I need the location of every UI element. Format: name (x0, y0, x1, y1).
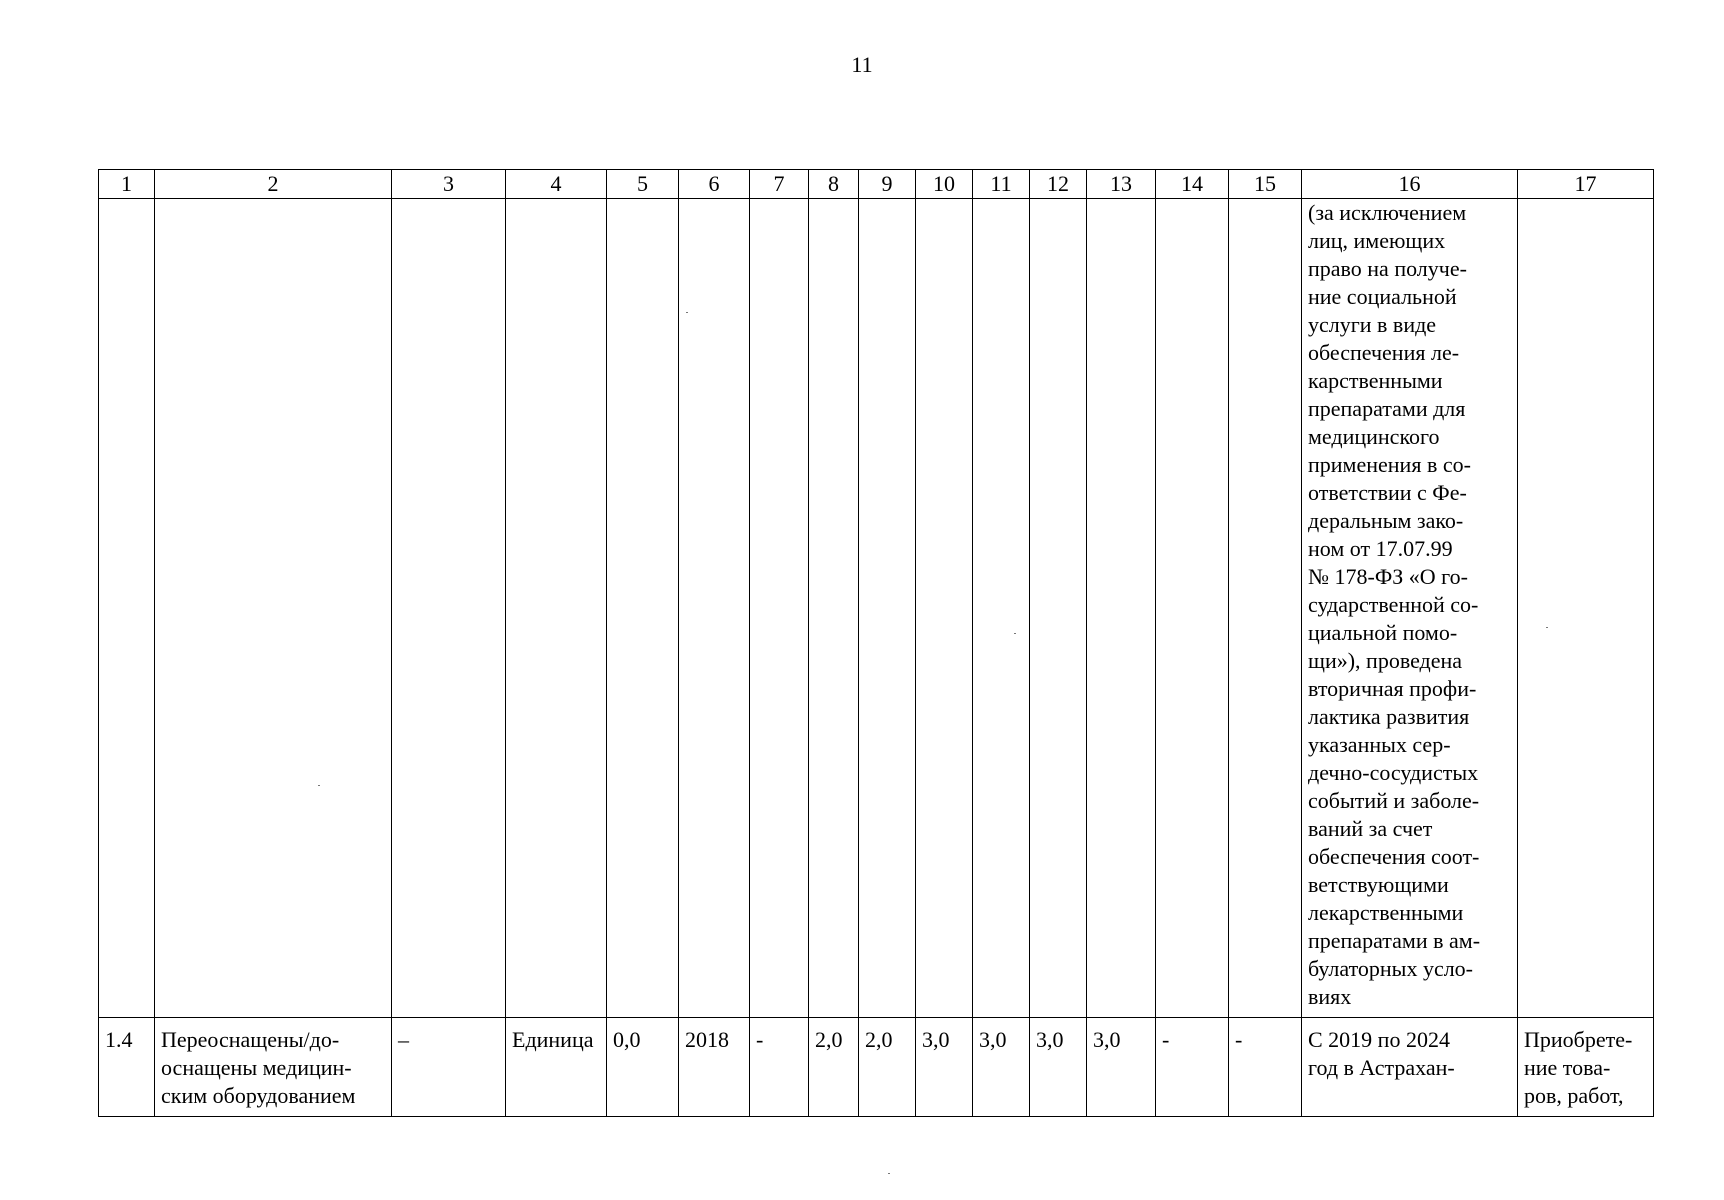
table-cell (916, 199, 973, 1018)
result-description-text: (за исключением лиц, имеющих право на получе- ние социальной услуги в виде обеспечения ле- карственными препаратами для медицинского применения в со- ответствии с Фе- деральным зако- ном от 17.07.99 № 178-ФЗ «О го- сударственной со- циальной помо- щи»), проведена вторичная профи- лактика развития указанных сер- дечно-сосудистых событий и заболе- ваний за счет обеспечения соот- ветствующими лекарственными препаратами в ам- булаторных усло- виях (1308, 200, 1481, 1009)
row-number-cell: 1.4 (99, 1018, 155, 1117)
table-cell (1087, 199, 1156, 1018)
scan-artifact (1546, 627, 1548, 628)
column-header-6: 6 (679, 170, 750, 199)
table-cell (506, 199, 607, 1018)
value-2024-cell: 3,0 (1087, 1018, 1156, 1117)
column-header-12: 12 (1030, 170, 1087, 199)
activity-description-cell (1518, 1018, 1654, 1117)
table-cell (859, 199, 916, 1018)
col15-cell: - (1229, 1018, 1302, 1117)
table-cell (750, 199, 809, 1018)
table-row-1-4 (99, 1018, 1654, 1117)
indicator-name-cell (155, 1018, 392, 1117)
table-cell (973, 199, 1030, 1018)
table-cell (1156, 199, 1229, 1018)
table-cell (809, 199, 859, 1018)
column-header-4: 4 (506, 170, 607, 199)
value-2021-cell: 3,0 (916, 1018, 973, 1117)
column-header-16: 16 (1302, 170, 1518, 199)
base-value-cell: 0,0 (607, 1018, 679, 1117)
scan-artifact (686, 312, 688, 313)
column-header-10: 10 (916, 170, 973, 199)
column-header-1: 1 (99, 170, 155, 199)
table-cell (1518, 199, 1654, 1018)
column-header-3: 3 (392, 170, 506, 199)
result-description-cell (1302, 199, 1518, 1018)
column-header-8: 8 (809, 170, 859, 199)
result-description-cell (1302, 1018, 1518, 1117)
table-cell (607, 199, 679, 1018)
column-header-11: 11 (973, 170, 1030, 199)
value-2022-cell: 3,0 (973, 1018, 1030, 1117)
column-header-14: 14 (1156, 170, 1229, 199)
base-year-cell: 2018 (679, 1018, 750, 1117)
column-header-7: 7 (750, 170, 809, 199)
column-header-5: 5 (607, 170, 679, 199)
table-cell (392, 199, 506, 1018)
column-header-13: 13 (1087, 170, 1156, 199)
value-2023-cell: 3,0 (1030, 1018, 1087, 1117)
table-cell (679, 199, 750, 1018)
table-cell (1030, 199, 1087, 1018)
table-row-continuation (99, 199, 1654, 1018)
column-header-15: 15 (1229, 170, 1302, 199)
column-header-2: 2 (155, 170, 392, 199)
scan-artifact (888, 1173, 890, 1174)
unit-cell: Единица (506, 1018, 607, 1117)
col7-cell: - (750, 1018, 809, 1117)
col14-cell: - (1156, 1018, 1229, 1117)
table-cell (1229, 199, 1302, 1018)
indicator-name-text: Переоснащены/до- оснащены медицин- ским оборудованием (161, 1027, 356, 1108)
data-table (98, 169, 1654, 1117)
value-2019-cell: 2,0 (809, 1018, 859, 1117)
value-2020-cell: 2,0 (859, 1018, 916, 1117)
scan-artifact (318, 785, 320, 786)
page-number: 11 (851, 52, 873, 77)
result-description-text: С 2019 по 2024 год в Астрахан- (1308, 1027, 1455, 1080)
table-cell (99, 199, 155, 1018)
column-number-header-row (99, 170, 1654, 199)
col3-cell: – (392, 1018, 506, 1117)
activity-description-text: Приобрете- ние това- ров, работ, (1524, 1027, 1633, 1108)
column-header-9: 9 (859, 170, 916, 199)
scan-artifact (1014, 633, 1016, 634)
table-cell (155, 199, 392, 1018)
column-header-17: 17 (1518, 170, 1654, 199)
